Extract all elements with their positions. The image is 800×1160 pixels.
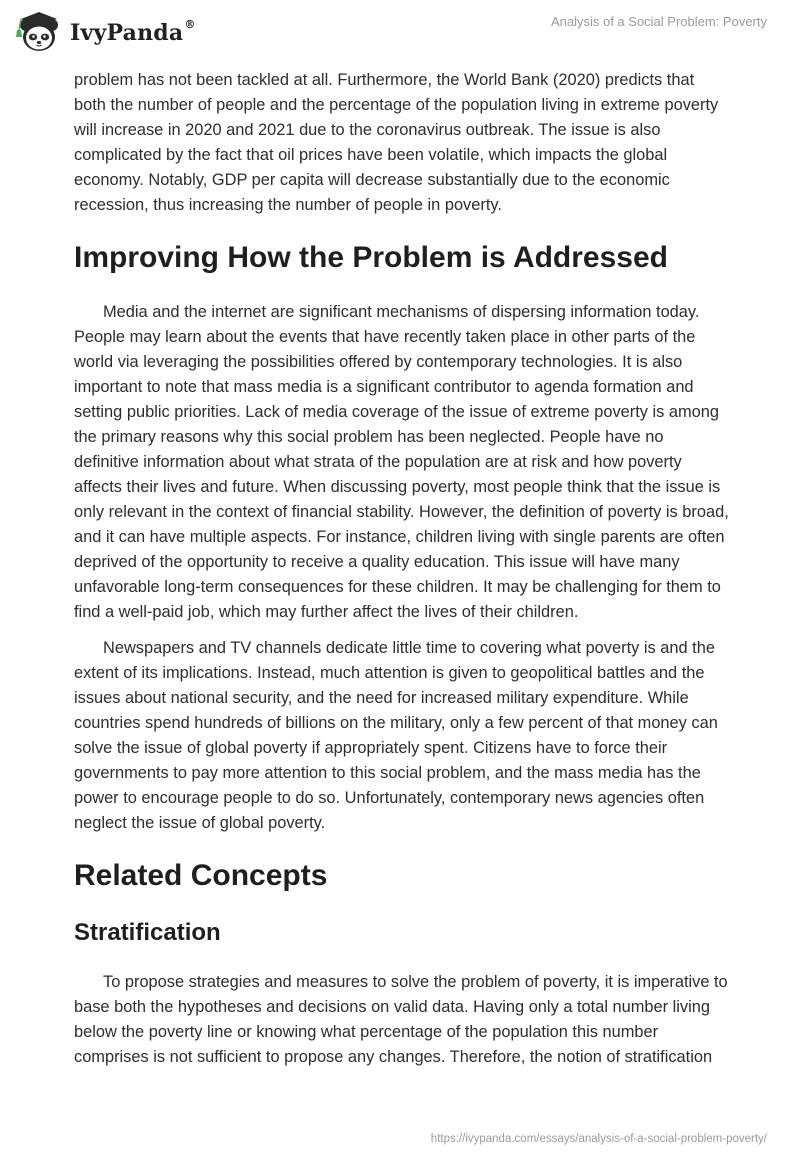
- section-heading-related-concepts: Related Concepts: [74, 859, 328, 892]
- body-paragraph: To propose strategies and measures to solve the problem of poverty, it is imperative to base both the hypotheses and decisions on valid data. Having only a total number living below the poverty line or knowing what percentage of the population this number comprises is not sufficient to propose any changes. Therefore, the notion of stratification: [74, 973, 728, 1066]
- body-paragraph: Media and the internet are significant mechanisms of dispersing information today. People may learn about the events that have recently taken place in other parts of the world via leveraging the possibilities offered by contemporary technologies. It is also important to note that mass media is a significant contributor to agenda formation and setting public priorities. Lack of media coverage of the issue of extreme poverty is among the primary reasons why this social problem has been neglected. People have no definitive information about what strata of the population are at risk and how poverty affects their lives and future. When discussing poverty, most people think that the issue is only relevant in the context of financial stability. However, the definition of poverty is broad, and it can have multiple aspects. For instance, children living with single parents are often deprived of the opportunity to receive a quality education. This issue will have many unfavorable long-term consequences for these children. It may be challenging for them to find a well-paid job, which may further affect the lives of their children.: [74, 303, 729, 621]
- page-header: [0, 0, 800, 70]
- site-logo[interactable]: [14, 10, 196, 56]
- subsection-heading-stratification: Stratification: [74, 919, 221, 946]
- document-title: Analysis of a Social Problem: Poverty: [550, 14, 767, 29]
- brand-name: IvyPanda®: [70, 18, 196, 46]
- source-url-link[interactable]: https://ivypanda.com/essays/analysis-of-a-social-problem-poverty/: [430, 1133, 767, 1145]
- essay-content: [74, 68, 730, 1081]
- registered-mark: ®: [184, 18, 196, 31]
- section-heading-improving: Improving How the Problem is Addressed: [74, 241, 668, 274]
- intro-paragraph: problem has not been tackled at all. Furthermore, the World Bank (2020) predicts that both the number of people and the percentage of the population living in extreme poverty will increase in 2020 and 2021 due to the coronavirus outbreak. The issue is also complicated by the fact that oil prices have been volatile, which impacts the global economy. Notably, GDP per capita will decrease substantially due to the economic recession, thus increasing the number of people in poverty.: [74, 71, 719, 214]
- panda-graduate-icon: [14, 10, 64, 56]
- body-paragraph: Newspapers and TV channels dedicate little time to covering what poverty is and the extent of its implications. Instead, much attention is given to geopolitical battles and the issues about national security, and the need for increased military expenditure. While countries spend hundreds of billions on the military, only a few percent of that money can solve the issue of global poverty if appropriately spent. Citizens have to force their governments to pay more attention to this social problem, and the mass media has the power to encourage people to do so. Unfortunately, contemporary news agencies often neglect the issue of global poverty.: [74, 639, 718, 832]
